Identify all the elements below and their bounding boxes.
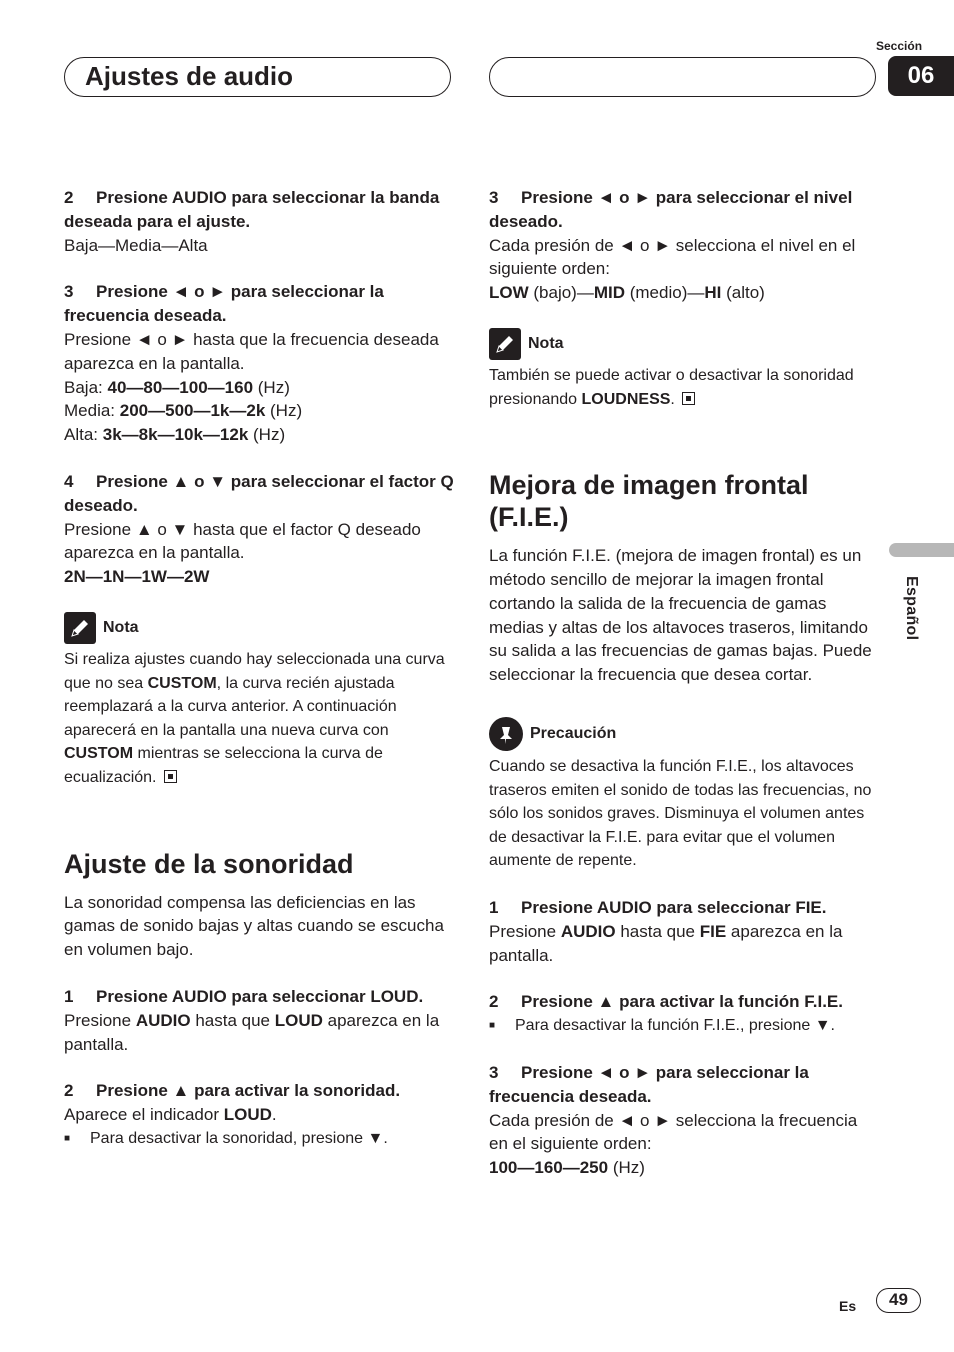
footer-lang-code: Es (839, 1298, 857, 1314)
end-mark-icon (682, 392, 695, 405)
step-loud-activate (64, 1079, 454, 1150)
step-heading: 3 Presione ◄ o ► para seleccionar el nivel deseado. (489, 188, 853, 231)
header-title-pill (64, 57, 451, 97)
step-heading: 1 Presione AUDIO para seleccionar FIE. (489, 897, 827, 917)
step-heading: 2 Presione ▲ para activar la sonoridad. (64, 1081, 401, 1101)
freq-baja: Baja: 40—80—100—160 (Hz) (64, 377, 290, 397)
step-body: Aparece el indicador LOUD. (64, 1105, 277, 1125)
section-heading-loudness: Ajuste de la sonoridad (64, 848, 354, 879)
end-mark-icon (164, 770, 177, 783)
step-body: Cada presión de ◄ o ► selecciona la frecuencia en el siguiente orden: (489, 1110, 858, 1154)
language-tab (889, 543, 954, 557)
section-label: Sección (876, 39, 923, 53)
list-item: ■ Para desactivar la función F.I.E., presione ▼. (489, 1017, 835, 1035)
loudness-intro: La sonoridad compensa las deficiencias en las gamas de sonido bajas y altas cuando se escucha en volumen bajo. (64, 892, 444, 960)
fie-freq-values: 100—160—250 (Hz) (489, 1158, 645, 1178)
step-fie-frequency (489, 1061, 879, 1180)
step-frequency (64, 280, 454, 447)
caution-icon (489, 717, 523, 751)
q-values: 2N—1N—1W—2W (64, 567, 210, 587)
header-right-pill (489, 57, 876, 97)
step-fie-activate (489, 990, 879, 1038)
step-heading: 3 Presione ◄ o ► para seleccionar la frecuencia deseada. (489, 1062, 809, 1106)
step-q-factor (64, 470, 454, 589)
level-values: LOW (bajo)—MID (medio)—HI (alto) (489, 283, 765, 303)
caution-text: Cuando se desactiva la función F.I.E., los altavoces traseros emiten el sonido de todas las frecuencias, no sólo los sonidos graves. Disminuya el volumen antes de desactivar la F.I.E. para evitar que el volumen aumente de repente. (489, 757, 872, 870)
note-text: También se puede activar o desactivar la sonoridad presionando LOUDNESS. (489, 366, 854, 408)
freq-alta: Alta: 3k—8k—10k—12k (Hz) (64, 425, 286, 445)
caution-heading: Precaución (489, 717, 879, 751)
step-heading: 1 Presione AUDIO para seleccionar LOUD. (64, 986, 424, 1006)
note-text: Si realiza ajustes cuando hay seleccionada una curva que no sea CUSTOM, la curva recién ajustada reemplazará a la curva anterior. A continuación aparecerá en la pantalla una nueva curva con CUSTOM mientras se selecciona la curva de ecualización. (64, 650, 445, 786)
list-item: ■ Para desactivar la sonoridad, presione ▼. (64, 1129, 388, 1147)
page-number: 49 (876, 1288, 921, 1313)
step-heading: 3 Presione ◄ o ► para seleccionar la frecuencia deseada. (64, 282, 384, 326)
note-heading: Nota (489, 328, 879, 360)
step-body: Presione AUDIO hasta que FIE aparezca en la pantalla. (489, 921, 843, 965)
fie-intro: La función F.I.E. (mejora de imagen frontal) es un método sencillo de mejorar la imagen frontal cortando la salida de la frecuencia de gamas medias y altas de los altavoces traseros, limitando su salida a las frecuencias de gamas bajas. Puede seleccionar la frecuencia que desea cortar. (489, 546, 872, 685)
right-column (489, 186, 879, 1180)
step-body: Baja—Media—Alta (64, 235, 208, 255)
section-heading-fie: Mejora de imagen frontal (F.I.E.) (489, 470, 809, 533)
pencil-note-icon (489, 328, 521, 360)
freq-media: Media: 200—500—1k—2k (Hz) (64, 401, 303, 421)
step-fie-select (489, 896, 879, 967)
language-label: Español (903, 576, 920, 641)
note-block (64, 612, 454, 790)
step-body: Presione AUDIO hasta que LOUD aparezca en la pantalla. (64, 1010, 440, 1054)
note-block (489, 328, 879, 411)
step-heading: 2 Presione ▲ para activar la función F.I.E. (489, 992, 843, 1012)
caution-block (489, 717, 879, 873)
pencil-note-icon (64, 612, 96, 644)
step-heading: 2 Presione AUDIO para seleccionar la banda deseada para el ajuste. (64, 188, 440, 231)
step-loud-select (64, 985, 454, 1056)
step-body: Cada presión de ◄ o ► selecciona el nivel en el siguiente orden: (489, 235, 856, 279)
step-body: Presione ◄ o ► hasta que la frecuencia deseada aparezca en la pantalla. (64, 329, 439, 373)
page-title: Ajustes de audio (85, 61, 294, 91)
section-number-badge: 06 (888, 56, 954, 96)
step-heading: 4 Presione ▲ o ▼ para seleccionar el factor Q deseado. (64, 471, 454, 515)
step-level (489, 186, 879, 305)
left-column (64, 186, 454, 1151)
note-heading: Nota (64, 612, 454, 644)
step-band (64, 186, 454, 257)
step-body: Presione ▲ o ▼ hasta que el factor Q deseado aparezca en la pantalla. (64, 519, 421, 563)
